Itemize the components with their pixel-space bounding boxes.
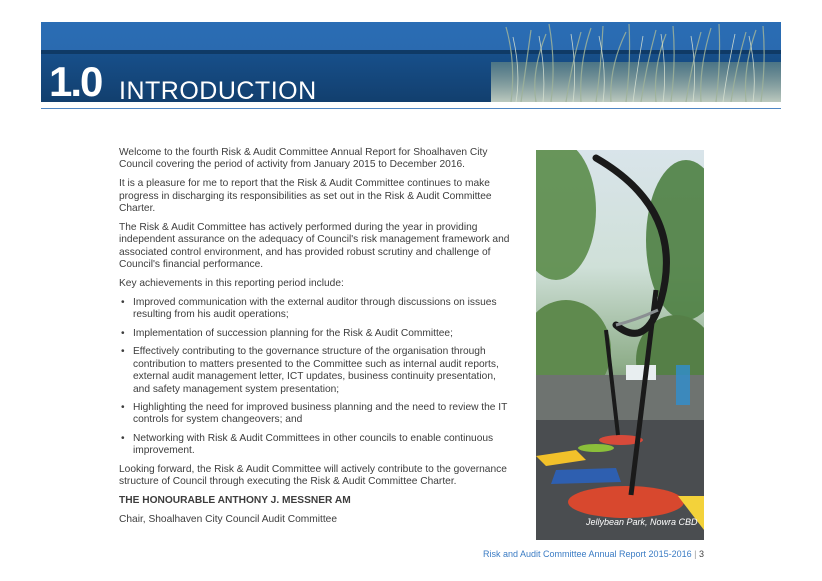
photo-caption: Jellybean Park, Nowra CBD [586,517,698,527]
page-footer [483,549,704,559]
paragraph-looking-forward: Looking forward, the Risk & Audit Committee will actively contribute to the governance structure of Council through executing the Risk & Audit Committee Charter. [119,463,507,487]
signer-role: Chair, Shoalhaven City Council Audit Committee [119,513,338,525]
page-number: 3 [698,549,704,559]
achievements-list [119,297,515,457]
section-title: INTRODUCTION [119,77,317,105]
list-item: • Effectively contributing to the governance structure of the organisation through contribution to matters presented to the Committee such as internal audit reports, external audit management letter, ICT updates, business continuity presentation, and safety management system presentation; [119,346,515,396]
paragraph-welcome: Welcome to the fourth Risk & Audit Committee Annual Report for Shoalhaven City Council covering the period of activity from January 2015 to December 2016. [119,147,488,171]
footer-report-title: Risk and Audit Committee Annual Report 2015-2016 [482,549,692,559]
list-item: • Implementation of succession planning for the Risk & Audit Committee; [119,328,515,340]
title-divider [41,108,781,109]
footer-separator: | [694,549,697,559]
signer-name: THE HONOURABLE ANTHONY J. MESSNER AM [119,494,351,506]
introduction-body [119,147,515,533]
photo-illustration [536,150,704,540]
jellybean-park-photo [536,150,704,540]
banner-grass-illustration [491,22,781,102]
list-item: • Networking with Risk & Audit Committees in other councils to enable continuous improvement. [119,433,515,458]
paragraph-assurance: The Risk & Audit Committee has actively performed during the year in providing independent assurance on the adequacy of Council's risk management framework and associated control environment, and has provided robust scrutiny and challenge of Council's financial performance. [119,222,510,271]
paragraph-key-achievements: Key achievements in this reporting period include: [119,278,344,290]
section-number: 1.0 [49,58,102,105]
list-item: • Improved communication with the external auditor through discussions on issues resulting from his audit operations; [119,297,515,322]
paragraph-progress: It is a pleasure for me to report that the Risk & Audit Committee continues to make progress in discharging its responsibilities as set out in the Risk & Audit Committee Charter. [119,178,492,215]
list-item: • Highlighting the need for improved business planning and the need to review the IT controls for system changeovers; and [119,402,515,427]
